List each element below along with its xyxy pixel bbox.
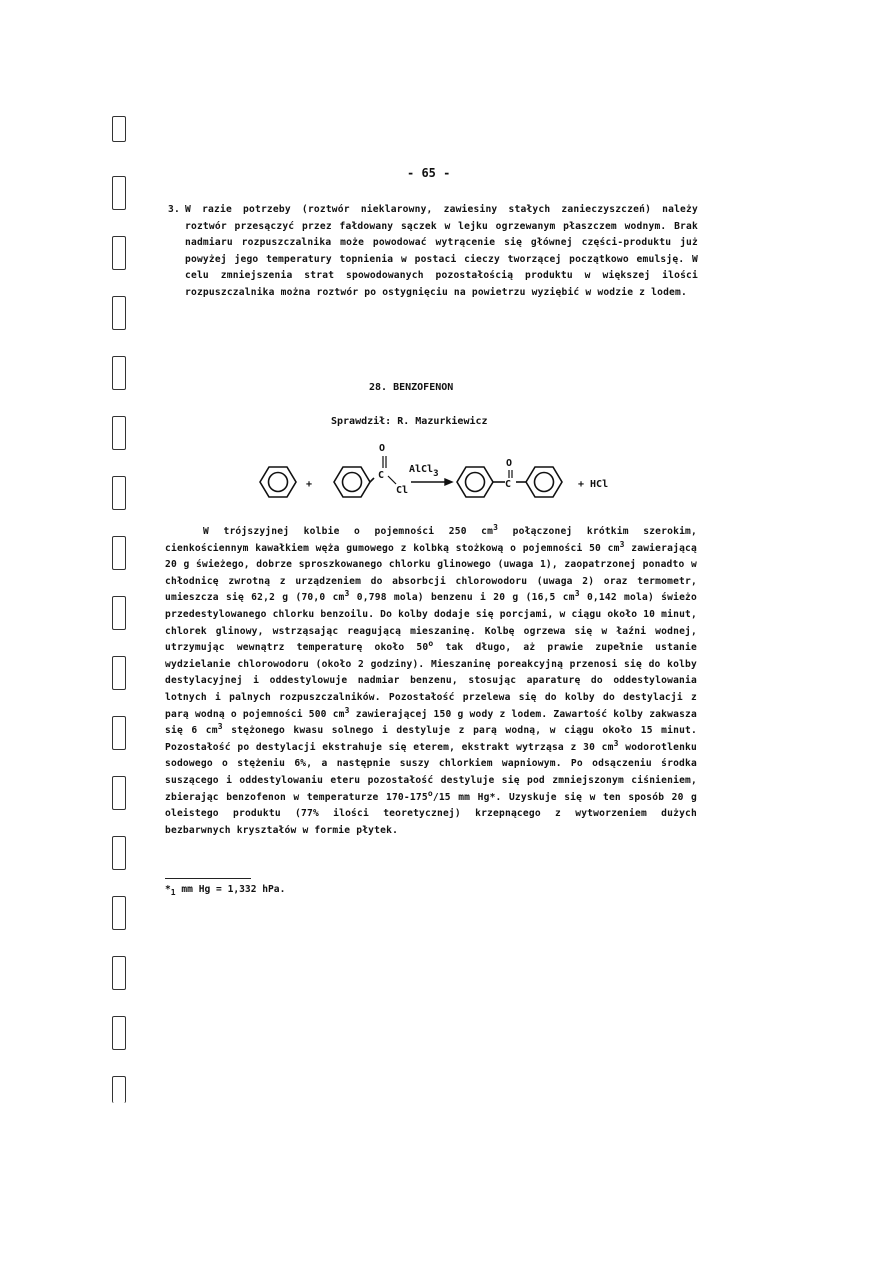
reaction-arrow [411,479,452,485]
carbon-label: C [378,470,385,481]
benzene-ring [260,467,296,497]
binder-hole [112,956,126,990]
binder-hole [112,476,126,510]
binder-hole [112,236,126,270]
binder-hole [112,656,126,690]
ketone-carbon-label: C [505,479,512,490]
binder-hole [112,896,126,930]
item-3-text: W razie potrzeby (roztwór nieklarowny, zawiesiny stałych zanieczyszczeń) należy roztwór przesączyć przez fałdowany sączek w lejku ogrzewanym płaszczem wodnym. Brak nadmiaru rozpuszczalnika może powodować wytrącenie się głównej części-produktu już powyżej jego temperatury topnienia w postaci cieczy tworzącej początkowo emulsję. W celu zmniejszenia strat spowodowanych pozostałością produktu w większej ilości rozpuszczalnika można roztwór po ostygnięciu na powietrzu wyziębić w wodzie z lodem. [185,204,698,298]
reaction-scheme [248,440,628,520]
binder-hole [112,1076,126,1103]
binder-hole [112,416,126,450]
binder-hole [112,596,126,630]
ketone-oxygen-label: O [506,458,513,469]
binder-hole [112,536,126,570]
footnote-rule [165,878,251,879]
binder-hole [112,296,126,330]
binder-hole [112,116,126,142]
item-number: 3. [168,204,180,215]
binder-hole [112,716,126,750]
binder-hole [112,176,126,210]
hcl-byproduct: + HCl [578,479,609,490]
binder-hole [112,356,126,390]
oxygen-label: O [379,443,386,454]
binder-hole [112,836,126,870]
plus-sign-1: + [306,479,313,490]
page-number: - 65 - [407,166,451,180]
item-3-paragraph [168,202,698,302]
binder-hole [112,1016,126,1050]
catalyst-label: AlCl3 [409,464,439,479]
checked-by: Sprawdził: R. Mazurkiewicz [331,416,488,427]
procedure-paragraph: W trójszyjnej kolbie o pojemności 250 $cm^3$ połączonej krótkim szerokim, cienkościennym kawałkiem węża gumowego z kolbką stożkową o pojemności 50 $cm^3$ zawierającą 20 g świeżego, dobrze sproszkowanego chlorku glinowego (uwaga 1), zaopatrzonej ponadto w chłodnicę zwrotną z urządzeniem do absorbcji chlorowodoru (uwaga 2) oraz termometr, umieszcza się 62,2 g (70,0 $cm^3$ 0,798 mola) benzenu i 20 g (16,5 $cm^3$ 0,142 mola) świeżo przedestylowanego chlorku benzoilu. Do kolby dodaje się porcjami, w ciągu około 10 minut, chlorek glinowy, wstrząsając reagującą mieszaninę. Kolbę ogrzewa się w łaźni wodnej, utrzymując wewnątrz temperaturę około 50$^o$ tak długo, aż prawie zupełnie ustanie wydzielanie chlorowodoru (około 2 godziny). Mieszaninę poreakcyjną przenosi się do kolby destylacyjnej i oddestylowuje nadmiar benzenu, stosując aparaturę do oddestylowania lotnych i palnych rozpuszczalników. Pozostałość przelewa się do kolby do destylacji z parą wodną o pojemności 500 $cm^3$ zawierającej 150 g wody z lodem. Zawartość kolby zakwasza się 6 $cm^3$ stężonego kwasu solnego i destyluje z parą wodną, w ciągu około 15 minut. Pozostałość po destylacji ekstrahuje się eterem, ekstrakt wytrząsa z 30 $cm^3$ wodorotlenku sodowego o stężeniu 6%, a następnie suszy chlorkiem wapniowym. Po odsączeniu środka suszącego i oddestylowaniu eteru pozostałość destyluje się pod zmniejszonym ciśnieniem, zbierając benzofenon w temperaturze 170-175$^o$/15 mm Hg*. Uzyskuje się w ten sposób 20 g oleistego produktu (77% ilości teoretycznej) krzepnącego z wytworzeniem dużych bezbarwnych kryształów w formie płytek. [165,522,698,836]
binder-hole [112,776,126,810]
benzoyl-chloride-ring [334,456,396,497]
section-title: 28. BENZOFENON [369,382,454,393]
footnote: $*_1$ mm Hg = 1,332 hPa. [165,884,286,897]
footnote-reference[interactable]: * [489,791,496,803]
chlorine-label: Cl [396,485,409,496]
